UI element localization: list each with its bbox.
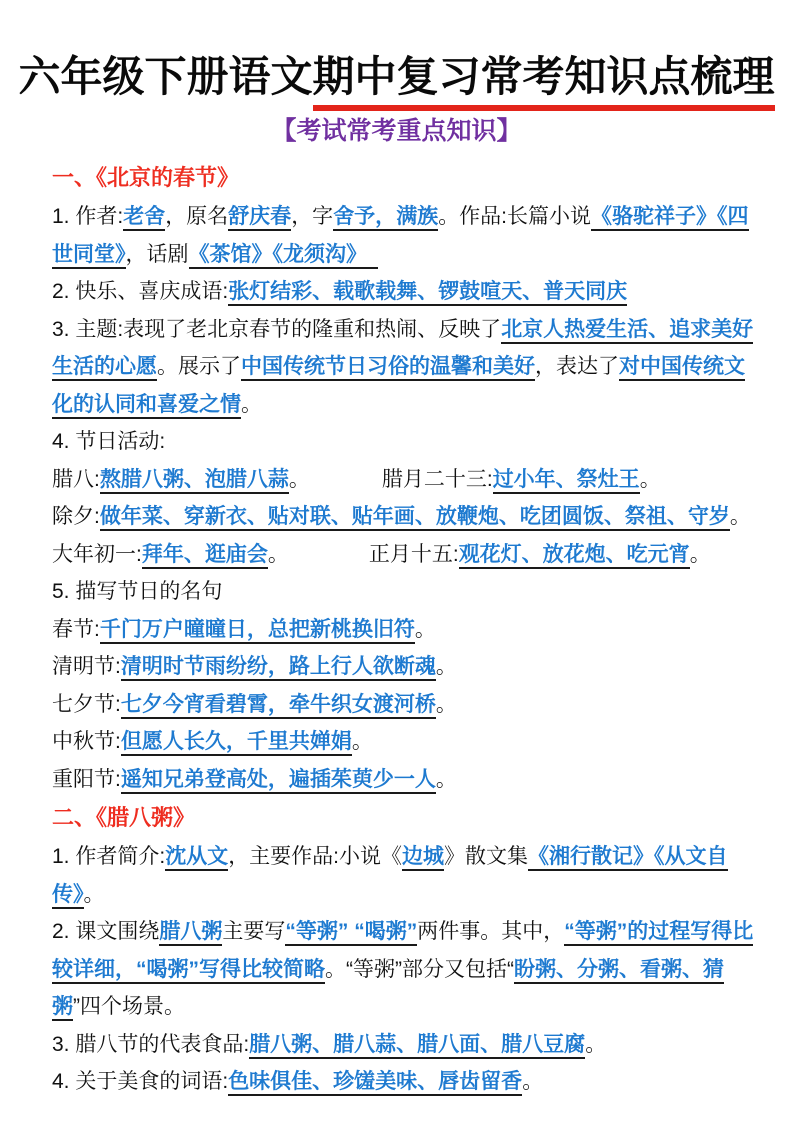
text-run: 。	[522, 1070, 544, 1093]
text-run: 1. 作者简介:	[52, 845, 166, 868]
text-run: 。	[689, 542, 711, 566]
key-term-underlined: 过小年、祭灶王	[493, 468, 640, 494]
text-run: 重阳节:	[52, 767, 121, 791]
key-term-underlined: 千门万户曈曈日，总把新桃换旧符	[100, 618, 415, 644]
text-run: 。“等粥”部分又包括“	[325, 957, 514, 981]
page-title-underlined-part: 期中复习常考知识点梳理	[313, 53, 775, 111]
text-run: 腊八:	[52, 467, 100, 491]
text-run: 4. 节日活动:	[52, 430, 166, 453]
paragraph	[52, 461, 763, 499]
key-term-underlined: 中国传统节日习俗的温馨和美好	[241, 355, 535, 381]
key-term-underlined: 《湘行散记》《从文自传》	[52, 845, 728, 909]
key-term-underlined: 老舍	[123, 205, 165, 231]
paragraph	[52, 723, 763, 761]
paragraph	[52, 761, 763, 799]
paragraph	[52, 573, 763, 611]
text-run: 》散文集	[444, 845, 529, 868]
key-term-underlined: 张灯结彩、载歌载舞、锣鼓喧天、普天同庆	[228, 280, 627, 306]
text-run: ，话剧	[125, 242, 189, 266]
key-term-underlined: 盼粥、分粥、看粥、猜粥	[52, 958, 724, 1022]
text-run: ”四个场景。	[73, 995, 185, 1018]
text-run: 正月十五:	[368, 542, 459, 566]
key-term-underlined: 舍予，	[333, 205, 396, 231]
column-gap	[289, 560, 369, 561]
text-run: 主要写	[222, 920, 286, 943]
text-run: 2. 课文围绕	[52, 920, 160, 943]
text-run: 4. 关于美食的词语:	[52, 1070, 229, 1093]
key-term-underlined: 北京人热爱生活、追求美好生活的心愿	[52, 318, 753, 382]
text-run: 。	[288, 467, 310, 491]
text-run: 七夕节:	[52, 692, 121, 716]
text-run: 。	[414, 617, 436, 641]
section-heading: 一、《北京的春节》	[52, 165, 240, 190]
key-term-underlined: 边城	[402, 845, 444, 871]
page-title-plain-part: 六年级下册语文	[18, 53, 313, 100]
key-term-underlined: 遥知兄弟登高处，遍插茱萸少一人	[121, 768, 436, 794]
text-run: 。	[267, 542, 289, 566]
text-run: ，字	[291, 205, 334, 228]
section-heading: 二、《腊八粥》	[52, 805, 196, 830]
paragraph	[52, 648, 763, 686]
text-run: 。作品:长篇小说	[438, 205, 592, 228]
key-term-underlined: 熬腊八粥、泡腊八蒜	[100, 468, 289, 494]
key-term-underlined: 做年菜、穿新衣、贴对联、贴年画、放鞭炮、吃团圆饭、祭祖、守岁	[100, 505, 730, 531]
paragraph	[52, 423, 763, 461]
paragraph	[52, 198, 763, 273]
text-run: 。	[585, 1032, 607, 1056]
key-term-underlined: 腊八粥	[159, 920, 222, 946]
paragraph	[52, 913, 763, 1026]
document-body	[52, 158, 763, 1101]
key-term-underlined: 但愿人长久，千里共婵娟	[121, 730, 352, 756]
key-term-underlined: “等粥” “喝粥”	[285, 920, 417, 946]
paragraph	[52, 686, 763, 724]
text-run: 。展示了	[157, 355, 241, 378]
paragraph	[52, 1026, 763, 1064]
text-run: 2. 快乐、喜庆成语:	[52, 280, 229, 303]
text-run: ，主要作品:小说《	[228, 845, 403, 868]
text-run: 。	[435, 692, 457, 716]
paragraph	[52, 536, 763, 574]
key-term-underlined: 七夕今宵看碧霄，牵牛织女渡河桥	[121, 693, 436, 719]
key-term-underlined: “等粥”的过程写得比较详细，“喝粥”写得比较简略	[52, 920, 753, 984]
text-run: 1. 作者:	[52, 205, 124, 228]
text-run: 。	[729, 505, 751, 528]
text-run: 3. 腊八节的代表食品:	[52, 1032, 250, 1056]
text-run: 。	[83, 882, 105, 906]
paragraph	[52, 311, 763, 424]
text-run: 。	[241, 392, 262, 416]
paragraph	[52, 273, 763, 311]
text-run: 两件事。其中，	[417, 920, 565, 943]
text-run: ，表达了	[535, 355, 619, 378]
text-run: ，原名	[165, 205, 229, 228]
key-term-underlined: 清明时节雨纷纷，路上行人欲断魂	[121, 655, 436, 681]
text-run: 大年初一:	[52, 542, 142, 566]
text-run: 除夕:	[52, 505, 100, 528]
page-title	[0, 53, 793, 100]
key-term-underlined: 对中国传统文化的认同和喜爱之情	[52, 355, 745, 419]
key-term-underlined: 《茶馆》《龙须沟》	[189, 243, 378, 269]
key-term-underlined: 《骆驼祥子》《四世同堂》	[52, 205, 749, 269]
text-run: 。	[351, 730, 373, 753]
key-term-underlined: 拜年、逛庙会	[142, 543, 268, 569]
key-term-underlined: 满族	[396, 205, 438, 231]
text-run: 。	[639, 467, 661, 491]
paragraph	[52, 611, 763, 649]
text-run: 中秋节:	[52, 730, 121, 753]
paragraph	[52, 498, 763, 536]
key-term-underlined: 色味俱佳、珍馐美味、唇齿留香	[228, 1070, 522, 1096]
text-run: 。	[435, 655, 457, 678]
page-subtitle: 【考试常考重点知识】	[271, 117, 522, 145]
key-term-underlined: 观花灯、放花炮、吃元宵	[459, 543, 690, 569]
key-term-underlined: 沈从文	[165, 845, 228, 871]
column-gap	[310, 485, 382, 486]
text-run: 5. 描写节日的名句	[52, 580, 223, 603]
text-run: 。	[435, 767, 457, 791]
text-run: 腊月二十三:	[381, 467, 493, 491]
key-term-underlined: 腊八粥、腊八蒜、腊八面、腊八豆腐	[249, 1033, 585, 1059]
paragraph	[52, 1063, 763, 1101]
key-term-underlined: 舒庆春	[228, 205, 291, 231]
paragraph	[52, 838, 763, 913]
text-run: 春节:	[52, 617, 100, 641]
text-run: 3. 主题:表现了老北京春节的隆重和热闹、反映了	[52, 317, 502, 341]
text-run: 清明节:	[52, 655, 121, 678]
